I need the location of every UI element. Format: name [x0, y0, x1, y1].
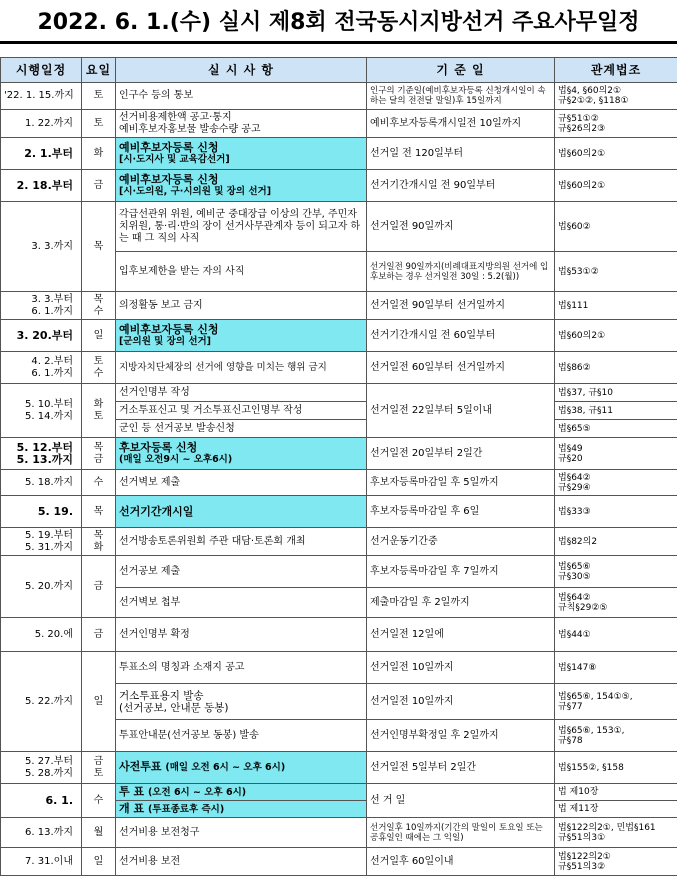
table-row	[1, 652, 677, 684]
task-cell-highlight: 선거기간개시일	[116, 496, 367, 528]
task-title: 예비후보자등록 신청	[119, 322, 219, 336]
basis-cell: 후보자등록마감일 후 7일까지	[367, 556, 555, 588]
task-cell-highlight	[116, 138, 367, 170]
law-cell: 법§33③	[555, 496, 677, 528]
task-cell: 투표안내문(선거공보 동봉) 발송	[116, 720, 367, 752]
day-cell: 화	[82, 138, 116, 170]
basis-cell: 선거기간개시일 전 90일부터	[367, 170, 555, 202]
task-subtitle: (투표종료후 즉시)	[147, 803, 225, 815]
table-row	[1, 83, 677, 110]
basis-cell: 제출마감일 후 2일까지	[367, 588, 555, 618]
day-cell: 목 금	[82, 438, 116, 470]
task-cell-highlight	[116, 170, 367, 202]
law-cell: 법§65⑥ 규§30⑤	[555, 556, 677, 588]
header-task: 실 시 사 항	[116, 58, 367, 83]
table-row	[1, 752, 677, 784]
day-cell: 수	[82, 784, 116, 818]
law-cell: 법§122의2① 규§51의3②	[555, 848, 677, 876]
law-cell: 법§60②	[555, 202, 677, 252]
task-cell: 선거비용 보전	[116, 848, 367, 876]
task-cell: 선거벽보 첩부	[116, 588, 367, 618]
task-cell-highlight	[116, 320, 367, 352]
basis-cell: 선거일전 90일까지	[367, 202, 555, 252]
day-cell: 목 수	[82, 292, 116, 320]
basis-cell: 선거기간개시일 전 60일부터	[367, 320, 555, 352]
law-cell: 법§37, 규§10	[555, 384, 677, 402]
task-cell-highlight	[116, 784, 367, 801]
law-cell: 법§155②, §158	[555, 752, 677, 784]
day-cell: 일	[82, 320, 116, 352]
law-cell: 법§60의2①	[555, 138, 677, 170]
task-cell: 지방자치단체장의 선거에 영향을 미치는 행위 금지	[116, 352, 367, 384]
law-cell: 법§4, §60의2① 규§2①②, §118①	[555, 83, 677, 110]
table-row	[1, 170, 677, 202]
header-law: 관계법조	[555, 58, 677, 83]
basis-cell: 선거일 전 120일부터	[367, 138, 555, 170]
day-cell: 토	[82, 83, 116, 110]
basis-cell: 선거일전 60일부터 선거일까지	[367, 352, 555, 384]
basis-cell: 선거인명부확정일 후 2일까지	[367, 720, 555, 752]
table-row	[1, 618, 677, 652]
task-cell: 선거인명부 작성	[116, 384, 367, 402]
law-cell: 법§49 규§20	[555, 438, 677, 470]
law-cell: 법 제10장	[555, 784, 677, 801]
basis-cell: 후보자등록마감일 후 6일	[367, 496, 555, 528]
law-cell: 법§44①	[555, 618, 677, 652]
header-row	[1, 58, 677, 83]
basis-cell: 선거일전 10일까지	[367, 652, 555, 684]
table-row	[1, 202, 677, 252]
table-row	[1, 320, 677, 352]
task-cell: 인구수 등의 통보	[116, 83, 367, 110]
task-title: 사전투표	[119, 760, 162, 773]
basis-cell: 선거일후 60일이내	[367, 848, 555, 876]
law-cell: 법§65⑥, 153①, 규§78	[555, 720, 677, 752]
task-cell: 군인 등 선거공보 발송신청	[116, 420, 367, 438]
header-day: 요일	[82, 58, 116, 83]
law-cell: 법§65⑥, 154①⑤, 규§77	[555, 684, 677, 720]
table-row	[1, 496, 677, 528]
basis-cell: 선 거 일	[367, 784, 555, 818]
day-cell: 일	[82, 652, 116, 752]
table-row	[1, 110, 677, 138]
date-cell: 1. 22.까지	[1, 110, 82, 138]
date-cell: 5. 10.부터 5. 14.까지	[1, 384, 82, 438]
day-cell: 금 토	[82, 752, 116, 784]
date-cell: 5. 20.에	[1, 618, 82, 652]
date-cell: 5. 12.부터 5. 13.까지	[1, 438, 82, 470]
table-row	[1, 556, 677, 588]
date-cell: 5. 20.까지	[1, 556, 82, 618]
date-cell: 5. 18.까지	[1, 470, 82, 496]
day-cell: 금	[82, 556, 116, 618]
table-row	[1, 138, 677, 170]
law-cell: 법§38, 규§11	[555, 402, 677, 420]
law-cell: 법§64② 규§29④	[555, 470, 677, 496]
day-cell: 일	[82, 848, 116, 876]
law-cell: 법§111	[555, 292, 677, 320]
day-cell: 목	[82, 496, 116, 528]
task-cell: 선거비용제한액 공고·통지 예비후보자홍보물 발송수량 공고	[116, 110, 367, 138]
task-cell-highlight	[116, 752, 367, 784]
law-cell: 법§64② 규칙§29②⑤	[555, 588, 677, 618]
basis-cell: 후보자등록마감일 후 5일까지	[367, 470, 555, 496]
law-cell: 규§51①② 규§26의2③	[555, 110, 677, 138]
date-cell: 2. 1.부터	[1, 138, 82, 170]
task-cell: 거소투표신고 및 거소투표신고인명부 작성	[116, 402, 367, 420]
basis-cell: 선거일전 20일부터 2일간	[367, 438, 555, 470]
basis-cell: 예비후보자등록개시일전 10일까지	[367, 110, 555, 138]
date-cell: 3. 3.부터 6. 1.까지	[1, 292, 82, 320]
task-subtitle: [시·도의원, 구·시의원 및 장의 선거]	[119, 185, 272, 197]
basis-cell: 선거일전 10일까지	[367, 684, 555, 720]
task-title: 예비후보자등록 신청	[119, 140, 219, 154]
table-row	[1, 528, 677, 556]
date-cell: 4. 2.부터 6. 1.까지	[1, 352, 82, 384]
law-cell: 법§86②	[555, 352, 677, 384]
date-cell: 5. 19.부터 5. 31.까지	[1, 528, 82, 556]
date-cell: 5. 22.까지	[1, 652, 82, 752]
task-cell: 의정활동 보고 금지	[116, 292, 367, 320]
basis-cell: 인구의 기준일(예비후보자등록 신청개시일이 속하는 달의 전전달 말일)후 15일까지	[367, 83, 555, 110]
day-cell: 화 토	[82, 384, 116, 438]
law-cell: 법§122의2①, 민법§161 규§51의3①	[555, 818, 677, 848]
date-cell: 6. 1.	[1, 784, 82, 818]
table-row	[1, 818, 677, 848]
day-cell: 수	[82, 470, 116, 496]
date-cell: 7. 31.이내	[1, 848, 82, 876]
date-cell: 6. 13.까지	[1, 818, 82, 848]
basis-cell: 선거일전 5일부터 2일간	[367, 752, 555, 784]
task-subtitle: (매일 오전9시 ~ 오후6시)	[119, 453, 233, 465]
date-cell: '22. 1. 15.까지	[1, 83, 82, 110]
table-row	[1, 292, 677, 320]
table-row	[1, 352, 677, 384]
task-title: 개 표	[119, 801, 145, 815]
law-cell: 법 제11장	[555, 801, 677, 818]
task-cell: 각급선관위 위원, 예비군 중대장급 이상의 간부, 주민자치위원, 통·리·반의 장이 선거사무관계자 등이 되고자 하는 때 그 직의 사직	[116, 202, 367, 252]
basis-cell: 선거일전 22일부터 5일이내	[367, 384, 555, 438]
law-cell: 법§65⑤	[555, 420, 677, 438]
table-row	[1, 470, 677, 496]
date-cell: 5. 27.부터 5. 28.까지	[1, 752, 82, 784]
law-cell: 법§53①②	[555, 252, 677, 292]
day-cell: 금	[82, 170, 116, 202]
basis-cell: 선거일후 10일까지(기간의 말일이 토요일 또는 공휴일인 때에는 그 익일)	[367, 818, 555, 848]
basis-cell: 선거일전 12일에	[367, 618, 555, 652]
task-cell: 투표소의 명칭과 소재지 공고	[116, 652, 367, 684]
task-title: 투 표	[119, 784, 145, 798]
day-cell: 목	[82, 202, 116, 292]
task-title: 후보자등록 신청	[119, 440, 198, 454]
date-cell: 3. 20.부터	[1, 320, 82, 352]
task-cell-highlight	[116, 801, 367, 818]
basis-cell: 선거일전 90일부터 선거일까지	[367, 292, 555, 320]
task-subtitle: [시·도지사 및 교육감선거]	[119, 153, 230, 165]
day-cell: 금	[82, 618, 116, 652]
task-subtitle: (오전 6시 ~ 오후 6시)	[147, 786, 247, 798]
date-cell: 5. 19.	[1, 496, 82, 528]
table-row	[1, 438, 677, 470]
day-cell: 토 수	[82, 352, 116, 384]
task-cell: 거소투표용지 발송 (선거공보, 안내문 동봉)	[116, 684, 367, 720]
task-cell-highlight	[116, 438, 367, 470]
date-cell: 2. 18.부터	[1, 170, 82, 202]
day-cell: 목 화	[82, 528, 116, 556]
task-cell: 선거인명부 확정	[116, 618, 367, 652]
law-cell: 법§60의2①	[555, 320, 677, 352]
task-cell: 입후보제한을 받는 자의 사직	[116, 252, 367, 292]
law-cell: 법§82의2	[555, 528, 677, 556]
page-title: 2022. 6. 1.(수) 실시 제8회 전국동시지방선거 주요사무일정	[0, 0, 677, 44]
table-row	[1, 384, 677, 402]
task-cell: 선거공보 제출	[116, 556, 367, 588]
basis-cell: 선거일전 90일까지(비례대표지방의원 선거에 입후보하는 경우 선거일전 30일 : 5.2(월))	[367, 252, 555, 292]
task-cell: 선거비용 보전청구	[116, 818, 367, 848]
schedule-table	[0, 57, 677, 876]
date-cell: 3. 3.까지	[1, 202, 82, 292]
header-date: 시행일정	[1, 58, 82, 83]
task-subtitle: (매일 오전 6시 ~ 오후 6시)	[165, 762, 286, 773]
day-cell: 토	[82, 110, 116, 138]
header-basis: 기 준 일	[367, 58, 555, 83]
law-cell: 법§147⑧	[555, 652, 677, 684]
task-cell: 선거벽보 제출	[116, 470, 367, 496]
table-row	[1, 848, 677, 876]
day-cell: 월	[82, 818, 116, 848]
table-row	[1, 784, 677, 801]
task-subtitle: [군의원 및 장의 선거]	[119, 335, 212, 347]
task-title: 예비후보자등록 신청	[119, 172, 219, 186]
law-cell: 법§60의2①	[555, 170, 677, 202]
task-cell: 선거방송토론위원회 주관 대담·토론회 개최	[116, 528, 367, 556]
basis-cell: 선거운동기간중	[367, 528, 555, 556]
